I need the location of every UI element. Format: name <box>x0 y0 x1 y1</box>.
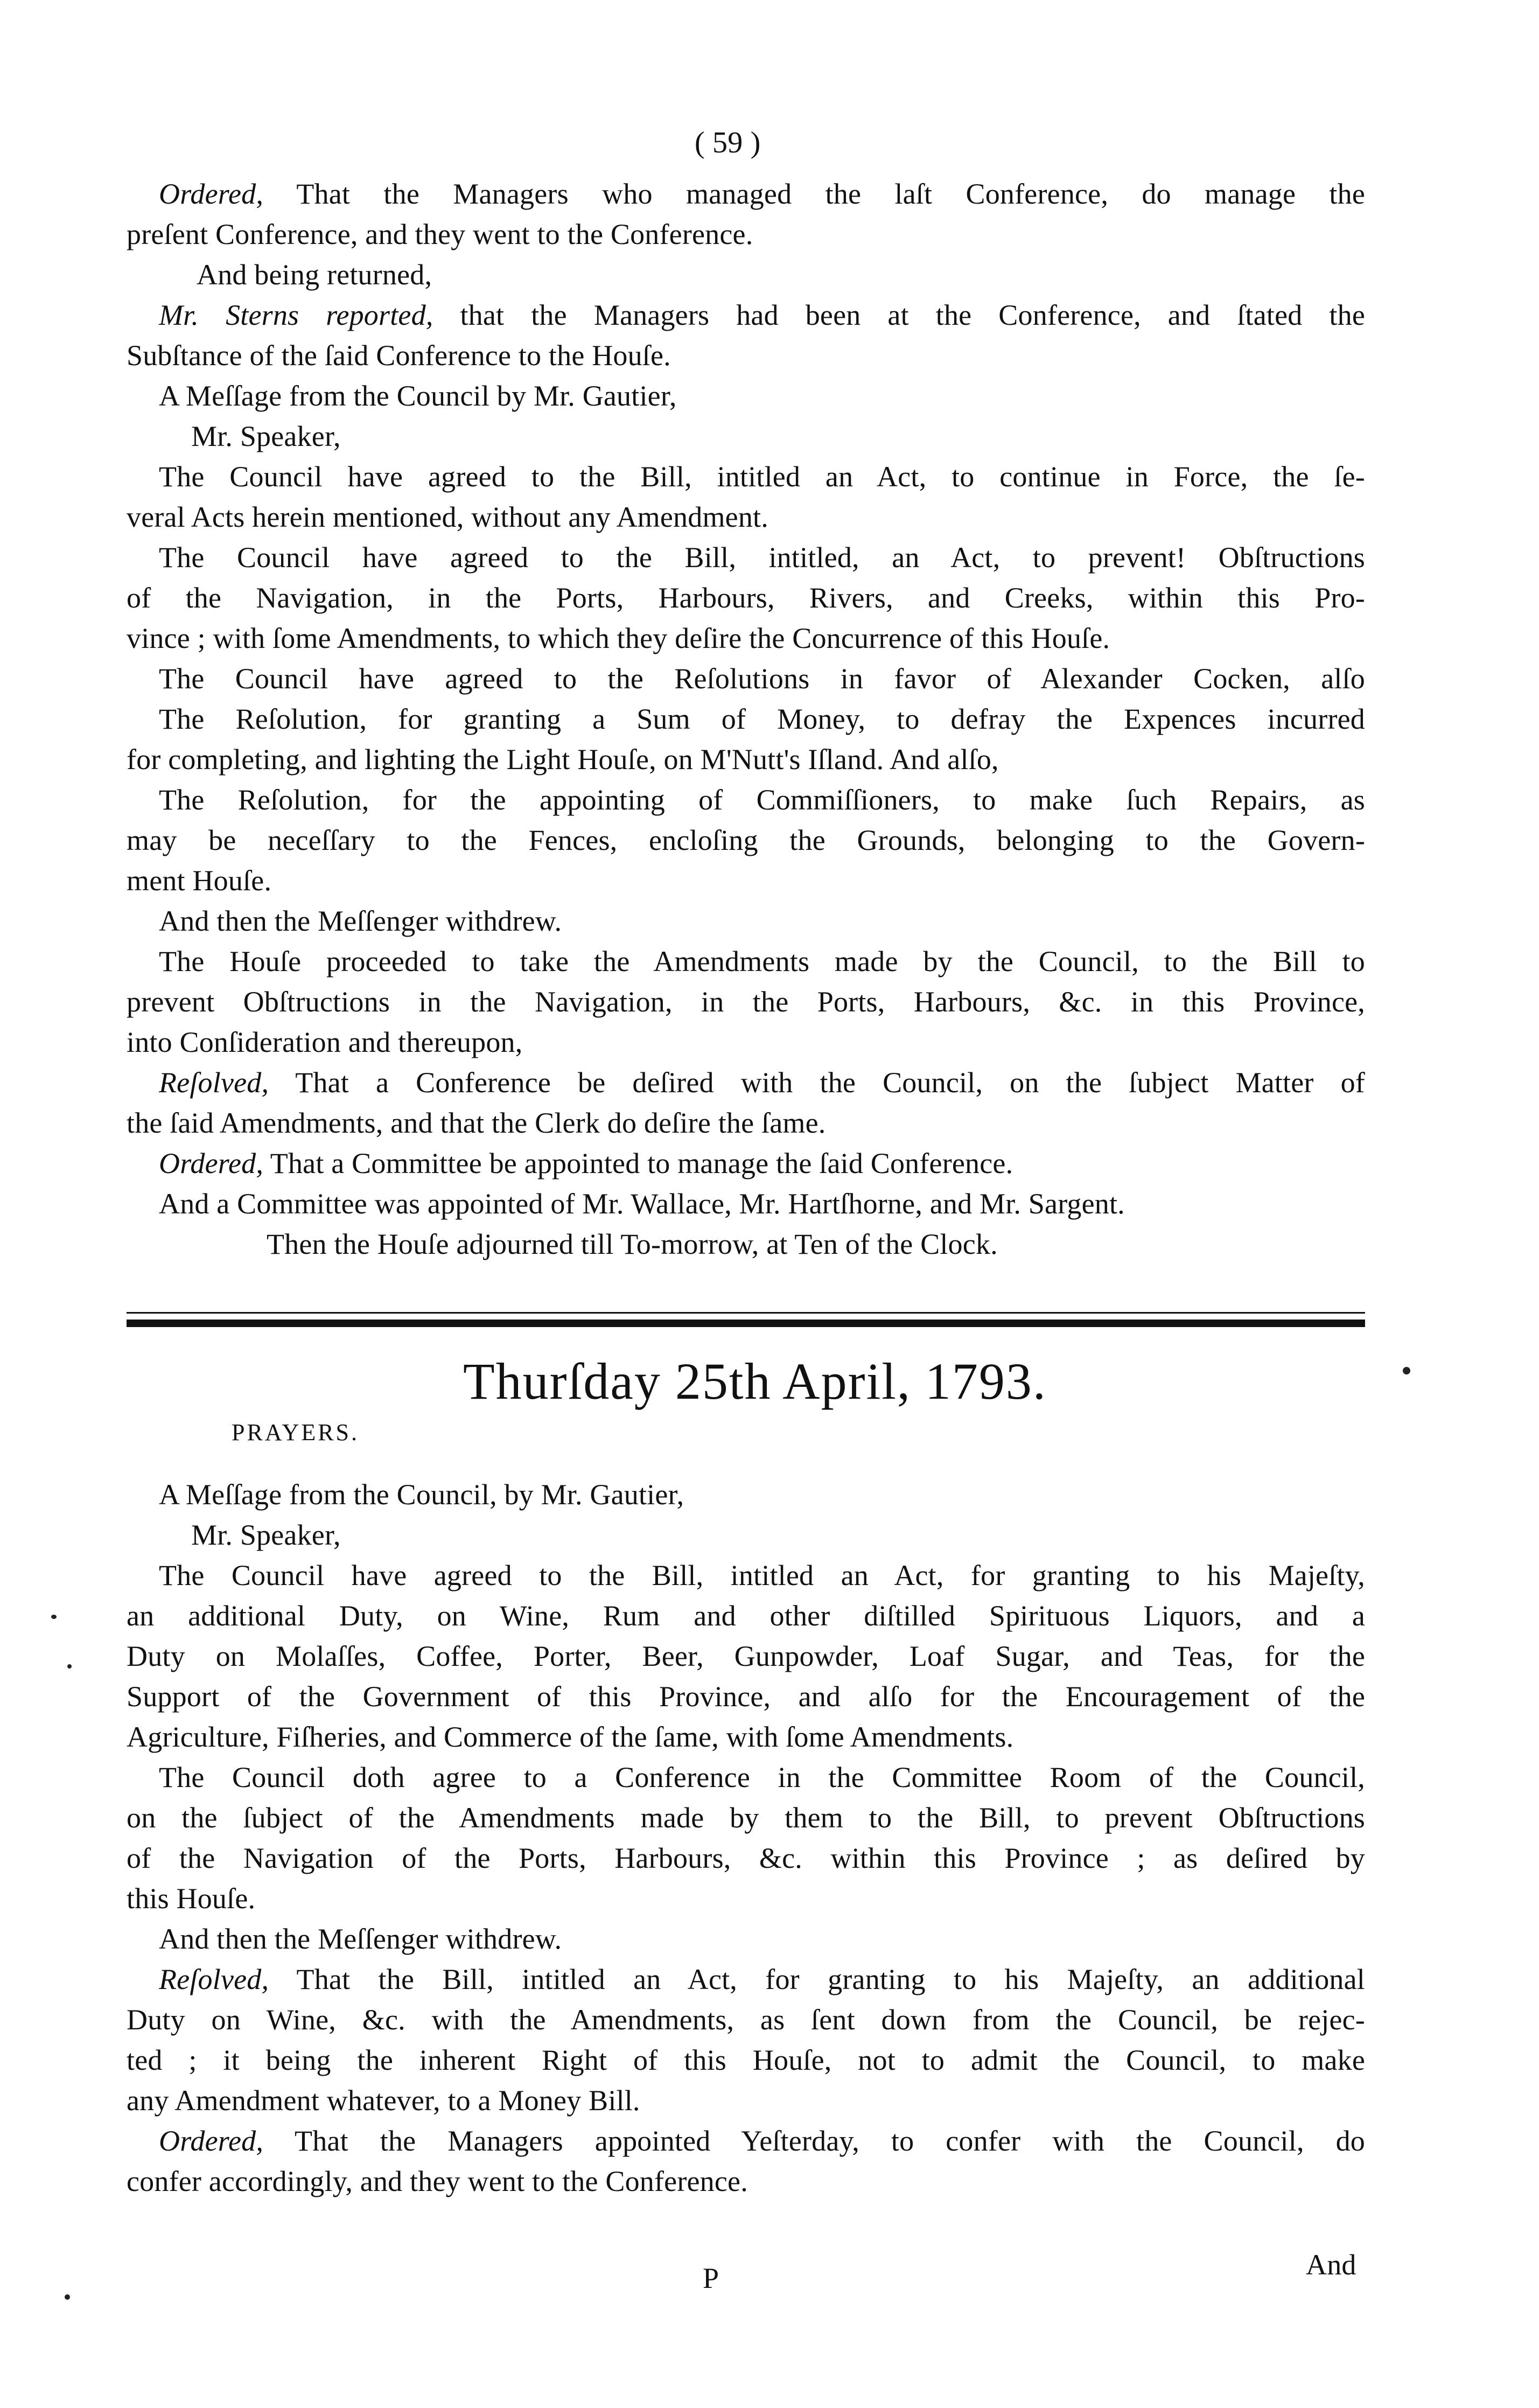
line-text: Duty on Wine, &c. with the Amendments, as ſent down from the Council, be rejec- <box>127 2004 1365 2036</box>
text-line <box>127 498 768 536</box>
text-line <box>159 1960 1365 1998</box>
line-text: of the Navigation of the Ports, Harbours, &c. within this Province ; as deſired by <box>127 1842 1365 1874</box>
text-line <box>159 1557 1365 1594</box>
text-line <box>159 902 562 940</box>
text-line <box>127 2001 1365 2039</box>
text-line <box>159 1920 562 1958</box>
line-text: the ſaid Amendments, and that the Clerk do deſire the ſame. <box>127 1107 826 1139</box>
line-text: ment Houſe. <box>127 864 272 897</box>
catchword: And <box>1306 2249 1356 2281</box>
line-text: Duty on Molaſſes, Coffee, Porter, Beer, Gunpowder, Loaf Sugar, and Teas, for the <box>127 1640 1365 1672</box>
line-text: A Meſſage from the Council, by Mr. Gautier, <box>159 1478 684 1511</box>
text-line <box>127 983 1365 1021</box>
line-lead: Reſolved, <box>159 1963 269 1995</box>
line-text: an additional Duty, on Wine, Rum and other diſtilled Spirituous Liquors, and a <box>127 1600 1365 1632</box>
text-line <box>267 1225 998 1263</box>
text-line <box>159 296 1365 334</box>
signature-mark: P <box>703 2262 719 2294</box>
line-text: of the Navigation, in the Ports, Harbours, Rivers, and Creeks, within this Pro- <box>127 582 1365 614</box>
date-heading-text: Thurſday 25th April, 1793. <box>463 1352 1047 1410</box>
text-line <box>159 2122 1365 2160</box>
line-lead: Mr. Sterns reported, <box>159 299 433 331</box>
text-line <box>127 1839 1365 1877</box>
text-line <box>191 1516 341 1554</box>
text-line <box>127 1637 1365 1675</box>
line-lead: Ordered, <box>159 178 264 210</box>
line-text: Then the Houſe adjourned till To-morrow, at Ten of the Clock. <box>267 1228 998 1260</box>
line-text: confer accordingly, and they went to the Conference. <box>127 2165 748 2197</box>
line-text: this Houſe. <box>127 1882 256 1915</box>
line-text: Agriculture, Fiſheries, and Commerce of the ſame, with ſome Amendments. <box>127 1721 1014 1753</box>
line-text: into Conſideration and thereupon, <box>127 1026 523 1058</box>
line-lead: Ordered, <box>159 1147 264 1179</box>
text-line <box>159 943 1365 980</box>
text-line <box>159 1144 1013 1182</box>
text-line <box>127 862 271 899</box>
text-line <box>159 377 677 415</box>
text-line <box>127 1597 1365 1635</box>
line-text: vince ; with ſome Amendments, to which they deſire the Concurrence of this Houſe. <box>127 622 1110 654</box>
line-text: may be neceſſary to the Fences, encloſing the Grounds, belonging to the Govern- <box>127 824 1365 856</box>
line-text: The Council have agreed to the Bill, intitled, an Act, to prevent! Obſtructions <box>159 541 1365 574</box>
line-lead: Reſolved, <box>159 1066 269 1099</box>
line-text: that the Managers had been at the Conference, and ſtated the <box>433 299 1365 331</box>
line-text: That the Managers appointed Yeſterday, to confer with the Council, do <box>263 2125 1365 2157</box>
line-text: The Houſe proceeded to take the Amendments made by the Council, to the Bill to <box>159 945 1365 978</box>
prayers-label: PRAYERS. <box>232 1419 360 1446</box>
line-lead: Ordered, <box>159 2125 264 2157</box>
section-rule-thick <box>127 1320 1365 1327</box>
line-text: ted ; it being the inherent Right of this Houſe, not to admit the Council, to make <box>127 2044 1365 2076</box>
text-line <box>159 1064 1365 1101</box>
line-text: That the Bill, intitled an Act, for granting to his Majeſty, an additional <box>269 1963 1365 1995</box>
text-line <box>159 1758 1365 1796</box>
line-text: Mr. Speaker, <box>191 1519 341 1551</box>
line-text: veral Acts herein mentioned, without any Amendment. <box>127 501 768 533</box>
line-text: Support of the Government of this Province, and alſo for the Encouragement of the <box>127 1680 1365 1713</box>
text-line <box>127 1104 826 1142</box>
date-heading <box>463 1352 1047 1411</box>
page-number: ( 59 ) <box>695 126 761 159</box>
text-line <box>127 821 1365 859</box>
text-line <box>127 619 1110 657</box>
line-text: The Council doth agree to a Conference in the Committee Room of the Council, <box>159 1761 1365 1793</box>
text-line <box>127 741 999 778</box>
line-text: on the ſubject of the Amendments made by them to the Bill, to prevent Obſtructions <box>127 1802 1365 1834</box>
line-text: The Reſolution, for the appointing of Commiſſioners, to make ſuch Repairs, as <box>159 784 1365 816</box>
text-line <box>197 256 432 294</box>
print-speck <box>1403 1367 1410 1374</box>
text-line <box>159 700 1365 738</box>
text-line <box>159 660 1365 697</box>
text-line <box>127 1023 522 1061</box>
line-text: And being returned, <box>197 259 432 291</box>
text-line <box>127 1880 255 1917</box>
line-text: The Reſolution, for granting a Sum of Money, to defray the Expences incurred <box>159 703 1365 735</box>
line-text: And a Committee was appointed of Mr. Wallace, Mr. Hartſhorne, and Mr. Sargent. <box>159 1188 1125 1220</box>
text-line <box>127 2082 640 2119</box>
line-text: That a Committee be appointed to manage the ſaid Conference. <box>263 1147 1013 1179</box>
text-line <box>159 1476 684 1513</box>
line-text: The Council have agreed to the Bill, intitled an Act, to continue in Force, the ſe- <box>159 460 1365 493</box>
print-speck <box>67 1664 72 1669</box>
section-rule-thin <box>127 1312 1365 1314</box>
line-text: for completing, and lighting the Light Houſe, on M'Nutt's Iſland. And alſo, <box>127 743 999 776</box>
line-text: And then the Meſſenger withdrew. <box>159 905 562 937</box>
line-text: prevent Obſtructions in the Navigation, in the Ports, Harbours, &c. in this Province, <box>127 986 1365 1018</box>
text-line <box>127 1678 1365 1715</box>
line-text: Mr. Speaker, <box>191 420 341 452</box>
text-line <box>127 1799 1365 1837</box>
line-text: The Council have agreed to the Reſolutions in favor of Alexander Cocken, alſo <box>159 662 1365 695</box>
line-text: preſent Conference, and they went to the Conference. <box>127 218 753 250</box>
line-text: A Meſſage from the Council by Mr. Gautier, <box>159 380 677 412</box>
line-text: And then the Meſſenger withdrew. <box>159 1923 562 1955</box>
text-line <box>127 337 671 374</box>
text-line <box>159 539 1365 576</box>
line-text: Subſtance of the ſaid Conference to the Houſe. <box>127 339 671 372</box>
line-text: That a Conference be deſired with the Council, on the ſubject Matter of <box>269 1066 1365 1099</box>
text-line <box>159 458 1365 495</box>
text-line <box>127 2041 1365 2079</box>
line-text: any Amendment whatever, to a Money Bill. <box>127 2084 640 2117</box>
text-line <box>159 175 1365 213</box>
text-line <box>127 579 1365 617</box>
text-line <box>127 1718 1013 1756</box>
text-line <box>159 1185 1125 1223</box>
line-text: That the Managers who managed the laſt Conference, do manage the <box>263 178 1365 210</box>
text-line <box>127 2162 748 2200</box>
text-line <box>191 417 341 455</box>
print-speck <box>51 1615 57 1619</box>
text-line <box>159 781 1365 819</box>
print-speck <box>65 2294 70 2300</box>
line-text: The Council have agreed to the Bill, intitled an Act, for granting to his Majeſty, <box>159 1559 1365 1592</box>
text-line <box>127 215 753 253</box>
